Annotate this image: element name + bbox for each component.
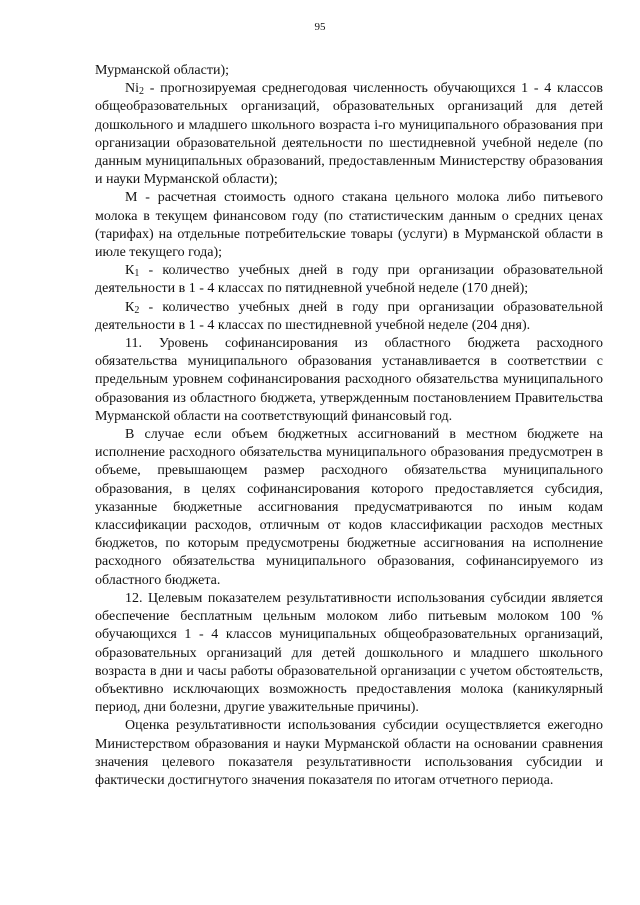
paragraph-text: Ni	[125, 81, 139, 97]
subscript-index: 2	[134, 304, 140, 316]
paragraph-ni2-definition	[95, 80, 603, 189]
paragraph-text: 12. Целевым показателем результативности использования субсидии является обеспечение бесплатным цельным молоком либо питьевым молоком 100 % обучающихся 1 - 4 классов муниципальных общеобразовательных организаций, образовательных организаций для детей дошкольного и младшего школьного возраста в дни и часы работы образовательной организации с учетом обстоятельств, объективно исключающих возможность предоставления молока (каникулярный период, дни болезни, другие уважительные причины).	[95, 590, 603, 716]
subscript-index: 2	[139, 86, 144, 98]
paragraph-text: 11. Уровень софинансирования из областного бюджета расходного обязательства муниципального образования устанавливается в соответствии с предельным уровнем софинансирования расходного обязательства муниципального образования из областного бюджета, утвержденным постановлением Правительства Мурманской области на соответствующий финансовый год.	[95, 336, 603, 424]
paragraph-text: Оценка результативности использования субсидии осуществляется ежегодно Министерством образования и науки Мурманской области на основании сравнения значения целевого показателя результативности использования субсидии и фактически достигнутого значения показателя по итогам отчетного периода.	[95, 718, 603, 788]
paragraph-text: - прогнозируемая среднегодовая численность обучающихся 1 - 4 классов общеобразовательных организаций, образовательных организаций для детей дошкольного и младшего школьного возраста i-го муниципального образования при организации образовательной деятельности по шестидневной учебной неделе (по данным муниципальных образований, предоставленным Министерству образования и науки Мурманской области);	[95, 81, 603, 188]
subscript-index: 1	[134, 268, 140, 280]
paragraph-k2-definition	[95, 299, 603, 335]
paragraph-clause-12	[95, 590, 603, 717]
paragraph-clause-11	[95, 335, 603, 426]
paragraph-excess-allocation	[95, 426, 603, 590]
paragraph-text: М - расчетная стоимость одного стакана цельного молока либо питьевого молока в текущем финансовом году (по статистическим данным о средних ценах (тарифах) на отдельные потребительские товары (услуги) в Мурманской области в июле текущего года);	[95, 190, 603, 261]
paragraph-text: - количество учебных дней в году при организации образовательной деятельности в 1 - 4 классах по пятидневной учебной неделе (170 дней);	[95, 263, 603, 297]
paragraph-text: К	[125, 299, 135, 315]
document-body	[95, 62, 603, 790]
paragraph-text: К	[125, 263, 135, 279]
paragraph-text: Мурманской области);	[95, 63, 230, 78]
paragraph-text: - количество учебных дней в году при организации образовательной деятельности в 1 - 4 классах по шестидневной учебной неделе (204 дня).	[95, 299, 603, 333]
paragraph-m-definition	[95, 189, 603, 262]
paragraph-effectiveness-assessment	[95, 717, 603, 790]
paragraph-continuation	[95, 62, 603, 80]
page-number: 95	[314, 21, 326, 33]
paragraph-text: В случае если объем бюджетных ассигнований в местном бюджете на исполнение расходного обязательства муниципального образования предусмотрен в объеме, превышающем размер расходного обязательства муниципального образования, в целях софинансирования которого предоставляется субсидия, указанные бюджетные ассигнования предусматриваются по иным кодам классификации расходов, отличным от кодов классификации расходов местных бюджетов, по которым предусмотрены бюджетные ассигнования на исполнение расходного обязательства муниципального образования, софинансируемого из областного бюджета.	[95, 427, 603, 588]
paragraph-k1-definition	[95, 262, 603, 298]
